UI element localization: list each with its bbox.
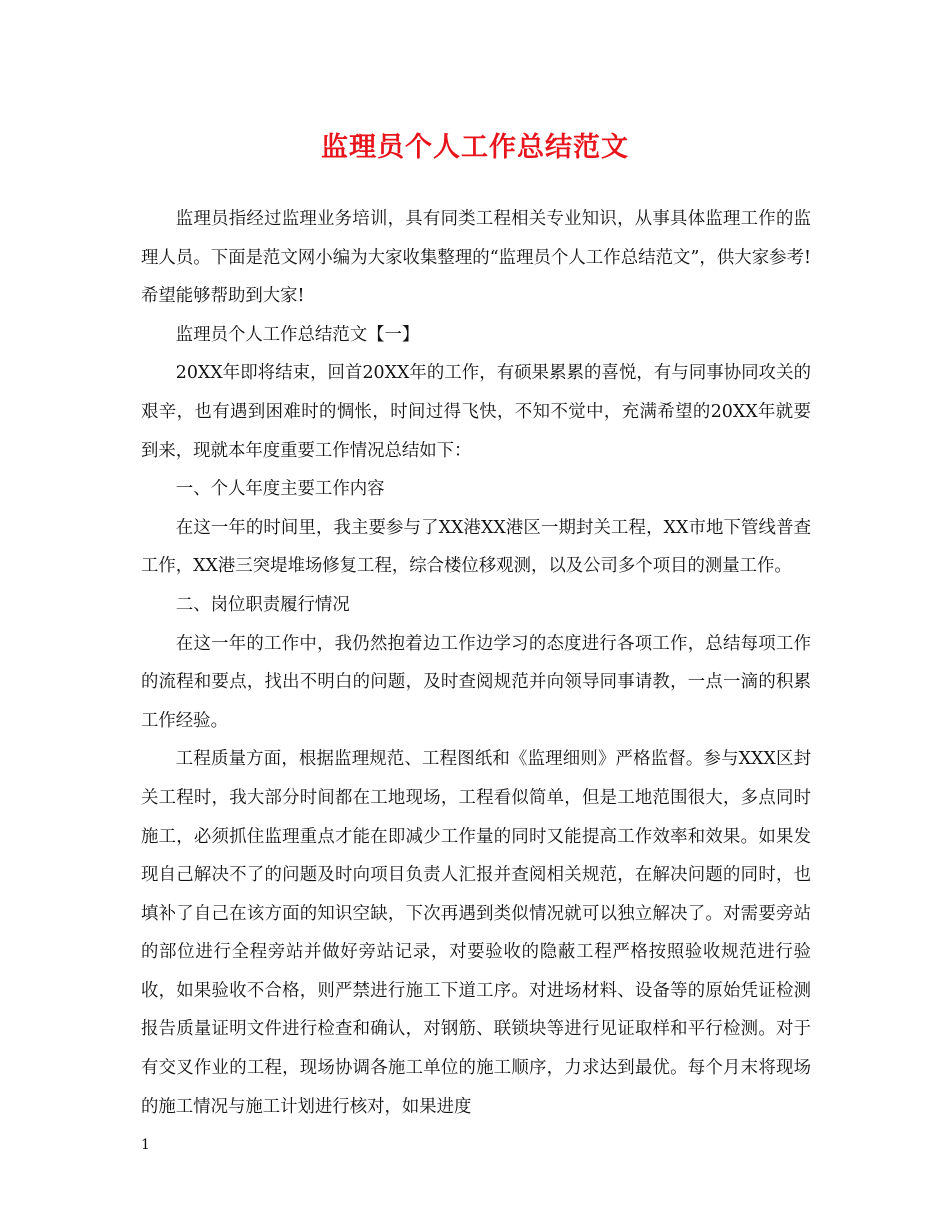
page-number: 1: [141, 1137, 150, 1153]
subheading-main-work: 一、个人年度主要工作内容: [175, 479, 385, 500]
subheading-duties: 二、岗位职责履行情况: [175, 594, 350, 615]
paragraph-overview: 20XX年即将结束，回首20XX年的工作，有硕果累累的喜悦，有与同事协同攻关的艰辛，也有遇到困难时的惆怅，时间过得飞快，不知不觉中，充满希望的20XX年就要到来，现就本年度重要工作情况总结如下：: [141, 363, 811, 461]
paragraph-quality: 工程质量方面，根据监理规范、工程图纸和《监理细则》严格监督。参与XXX区封关工程时，我大部分时间都在工地现场，工程看似简单，但是工地范围很大，多点同时施工，必须抓住监理重点才能在即减少工作量的同时又能提高工作效率和效果。如果发现自己解决不了的问题及时向项目负责人汇报并查阅相关规范，在解决问题的同时，也填补了自己在该方面的知识空缺，下次再遇到类似情况就可以独立解决了。对需要旁站的部位进行全程旁站并做好旁站记录，对要验收的隐蔽工程严格按照验收规范进行验收，如果验收不合格，则严禁进行施工下道工序。对进场材料、设备等的原始凭证检测报告质量证明文件进行检查和确认，对钢筋、联锁块等进行见证取样和平行检测。对于有交叉作业的工程，现场协调各施工单位的施工顺序，力求达到最优。每个月末将现场的施工情况与施工计划进行核对，如果进度: [141, 749, 811, 1117]
paragraph-duties: 在这一年的工作中，我仍然抱着边工作边学习的态度进行各项工作，总结每项工作的流程和要点，找出不明白的问题，及时查阅规范并向领导同事请教，一点一滴的积累工作经验。: [141, 633, 811, 731]
paragraph-intro: 监理员指经过监理业务培训，具有同类工程相关专业知识，从事具体监理工作的监理人员。下面是范文网小编为大家收集整理的“监理员个人工作总结范文”，供大家参考!希望能够帮助到大家!: [141, 209, 811, 307]
document-body: [141, 200, 811, 1126]
document-title: 监理员个人工作总结范文: [321, 132, 629, 163]
section-heading-one: 监理员个人工作总结范文【一】: [175, 324, 420, 345]
paragraph-main-work: 在这一年的时间里，我主要参与了XX港XX港区一期封关工程，XX市地下管线普查工作，XX港三突堤堆场修复工程，综合楼位移观测，以及公司多个项目的测量工作。: [141, 517, 811, 577]
